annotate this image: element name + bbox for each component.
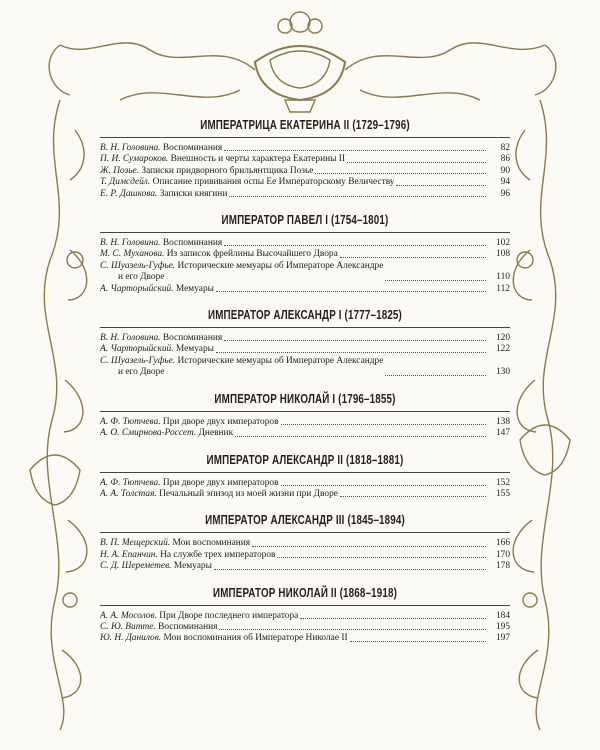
entry-author: Т. Димсдейл.	[100, 177, 151, 188]
dot-leader	[300, 618, 486, 619]
toc-entry	[100, 356, 510, 379]
dot-leader	[224, 150, 486, 151]
entry-text	[100, 633, 348, 644]
page-number: 152	[495, 477, 510, 488]
toc-entry	[100, 561, 510, 572]
entry-title: На службе трех императоров	[157, 549, 276, 560]
entry-author: А. Чарторыйский.	[100, 283, 174, 294]
entry-text	[100, 611, 298, 622]
page-number: 102	[495, 238, 510, 249]
entry-text	[100, 177, 394, 188]
page-number: 122	[495, 344, 510, 355]
dot-leader	[340, 496, 486, 497]
page-number: 166	[495, 538, 510, 549]
section-rule	[100, 232, 510, 233]
entry-title: Мемуары	[173, 344, 214, 355]
toc-section	[100, 586, 510, 645]
entry-title: Мемуары	[173, 283, 214, 294]
page-number: 110	[496, 272, 510, 283]
section-heading: ИМПЕРАТОР НИКОЛАЙ II (1868–1918)	[212, 585, 398, 600]
entry-text	[100, 417, 279, 428]
toc-entry	[100, 611, 510, 622]
entry-title: Из записок фрейлины Высочайшего Двора	[164, 249, 338, 260]
entry-author: А. Ф. Тютчева.	[100, 416, 161, 427]
entry-text	[100, 622, 217, 633]
entry-text	[100, 261, 383, 284]
entry-text	[100, 238, 222, 249]
toc-section	[100, 513, 510, 572]
page-number: 155	[495, 488, 510, 499]
entry-author: А. О. Смирнова-Россет.	[100, 428, 197, 439]
page-number: 108	[495, 249, 510, 260]
page-number: 96	[500, 188, 510, 199]
entry-title: Воспоминания	[160, 238, 223, 249]
entry-title: Записки придворного брильянтщика Позье	[139, 165, 314, 176]
entry-author: Е. Р. Дашкова.	[100, 188, 158, 199]
section-rule	[100, 327, 510, 328]
page-number: 170	[495, 549, 510, 560]
entry-text	[100, 550, 275, 561]
entry-title: Исторические мемуары об Императоре Александре	[175, 355, 384, 366]
entry-title: Воспоминания	[160, 143, 223, 153]
entry-title-continuation: и его Дворе	[118, 367, 165, 378]
entry-text	[100, 489, 338, 500]
entry-text	[100, 428, 233, 439]
section-rule	[100, 137, 510, 138]
toc-entry	[100, 550, 510, 561]
entry-text	[100, 538, 250, 549]
entry-author: В. П. Мещерский.	[100, 538, 171, 549]
entry-author: А. Ф. Тютчева.	[100, 477, 161, 488]
toc-entry	[100, 538, 510, 549]
section-heading: ИМПЕРАТОР АЛЕКСАНДР II (1818–1881)	[206, 452, 404, 467]
section-heading: ИМПЕРАТОР АЛЕКСАНДР III (1845–1894)	[205, 513, 405, 528]
page-number: 90	[500, 165, 510, 176]
entry-text	[100, 154, 345, 165]
section-rule	[100, 472, 510, 473]
dot-leader	[214, 569, 486, 570]
page-number: 197	[495, 633, 510, 644]
dot-leader	[281, 485, 486, 486]
page-number: 195	[495, 621, 510, 632]
dot-leader	[224, 245, 486, 246]
toc-entry	[100, 261, 510, 284]
page-number: 178	[495, 561, 510, 572]
page-number: 147	[495, 428, 510, 439]
section-rule	[100, 605, 510, 606]
entry-author: С. Шуазель-Гуфье.	[100, 355, 176, 366]
page-number: 130	[495, 367, 510, 378]
toc-entry	[100, 166, 510, 177]
entry-text	[100, 284, 214, 295]
dot-leader	[216, 291, 486, 292]
toc-entry	[100, 189, 510, 200]
entry-title: Внешность и черты характера Екатерины II	[168, 154, 346, 165]
toc-entry	[100, 143, 510, 154]
page-number: 120	[495, 333, 510, 344]
dot-leader	[252, 546, 486, 547]
entry-author: С. Ю. Витте.	[100, 621, 156, 632]
page-number: 138	[495, 416, 510, 427]
section-rule	[100, 532, 510, 533]
dot-leader	[219, 629, 486, 630]
toc-section	[100, 453, 510, 501]
section-heading: ИМПЕРАТОР АЛЕКСАНДР I (1777–1825)	[207, 308, 402, 323]
dot-leader	[340, 257, 486, 258]
toc-entry	[100, 622, 510, 633]
entry-author: В. Н. Головина.	[100, 238, 161, 249]
dot-leader	[396, 185, 486, 186]
entry-author: М. С. Муханова.	[100, 249, 165, 260]
dot-leader	[216, 352, 486, 353]
entry-text	[100, 561, 212, 572]
dot-leader	[385, 280, 486, 281]
toc-entry	[100, 428, 510, 439]
entry-title: Воспоминания	[155, 621, 218, 632]
page-number: 112	[496, 283, 510, 294]
entry-title: Мои воспоминания об Императоре Николае II	[161, 633, 348, 644]
toc-entry	[100, 344, 510, 355]
entry-author: А. А. Толстая.	[100, 488, 157, 499]
dot-leader	[350, 641, 486, 642]
entry-title: При Дворе последнего императора	[156, 610, 299, 621]
section-heading: ИМПЕРАТОР ПАВЕЛ I (1754–1801)	[221, 213, 389, 228]
toc-entry	[100, 154, 510, 165]
page-number: 94	[500, 177, 510, 188]
dot-leader	[224, 340, 486, 341]
entry-text	[100, 249, 338, 260]
toc-section	[100, 118, 510, 200]
page-number: 86	[500, 154, 510, 165]
page-number: 82	[500, 143, 510, 153]
entry-author: Н. А. Епанчин.	[100, 549, 158, 560]
toc-section	[100, 213, 510, 295]
entry-title: Записки княгини	[157, 188, 228, 199]
entry-title: Исторические мемуары об Императоре Александре	[175, 260, 384, 271]
entry-title-continuation: и его Дворе	[118, 272, 165, 283]
dot-leader	[385, 375, 486, 376]
toc-entry	[100, 417, 510, 428]
entry-text	[100, 189, 227, 200]
toc-entry	[100, 633, 510, 644]
dot-leader	[277, 557, 486, 558]
entry-author: А. Чарторыйский.	[100, 344, 174, 355]
dot-leader	[347, 162, 486, 163]
entry-title: Печальный эпизод из моей жизни при Дворе	[156, 488, 338, 499]
entry-text	[100, 333, 222, 344]
entry-author: С. Шуазель-Гуфье.	[100, 260, 176, 271]
entry-text	[100, 356, 383, 379]
entry-author: Ж. Позье.	[100, 165, 140, 176]
entry-author: В. Н. Головина.	[100, 143, 161, 153]
entry-author: Ю. Н. Данилов.	[100, 633, 162, 644]
entry-title: Мои воспоминания	[170, 538, 251, 549]
dot-leader	[235, 436, 486, 437]
entry-title: При дворе двух императоров	[160, 477, 279, 488]
toc-entry	[100, 284, 510, 295]
entry-text	[100, 478, 279, 489]
entry-title: Воспоминания	[160, 333, 223, 344]
entry-author: А. А. Мосолов.	[100, 610, 157, 621]
entry-text	[100, 143, 222, 154]
entry-title: Описание прививания оспы Ее Императорскому Величеству	[150, 177, 395, 188]
entry-author: С. Д. Шереметев.	[100, 561, 172, 572]
section-rule	[100, 411, 510, 412]
toc-entry	[100, 238, 510, 249]
section-heading: ИМПЕРАТРИЦА ЕКАТЕРИНА II (1729–1796)	[200, 118, 410, 132]
entry-author: В. Н. Головина.	[100, 333, 161, 344]
dot-leader	[315, 173, 486, 174]
toc-entry	[100, 177, 510, 188]
entry-text	[100, 166, 313, 177]
entry-title: Дневник	[196, 428, 234, 439]
table-of-contents	[100, 118, 510, 658]
section-heading: ИМПЕРАТОР НИКОЛАЙ I (1796–1855)	[214, 391, 396, 406]
toc-section	[100, 308, 510, 379]
toc-entry	[100, 333, 510, 344]
toc-entry	[100, 249, 510, 260]
toc-entry	[100, 478, 510, 489]
page-number: 184	[495, 610, 510, 621]
toc-entry	[100, 489, 510, 500]
entry-text	[100, 344, 214, 355]
toc-section	[100, 392, 510, 440]
entry-title: При дворе двух императоров	[160, 416, 279, 427]
entry-title: Мемуары	[171, 561, 212, 572]
dot-leader	[229, 196, 486, 197]
entry-author: П. И. Сумароков.	[100, 154, 169, 165]
dot-leader	[281, 424, 486, 425]
